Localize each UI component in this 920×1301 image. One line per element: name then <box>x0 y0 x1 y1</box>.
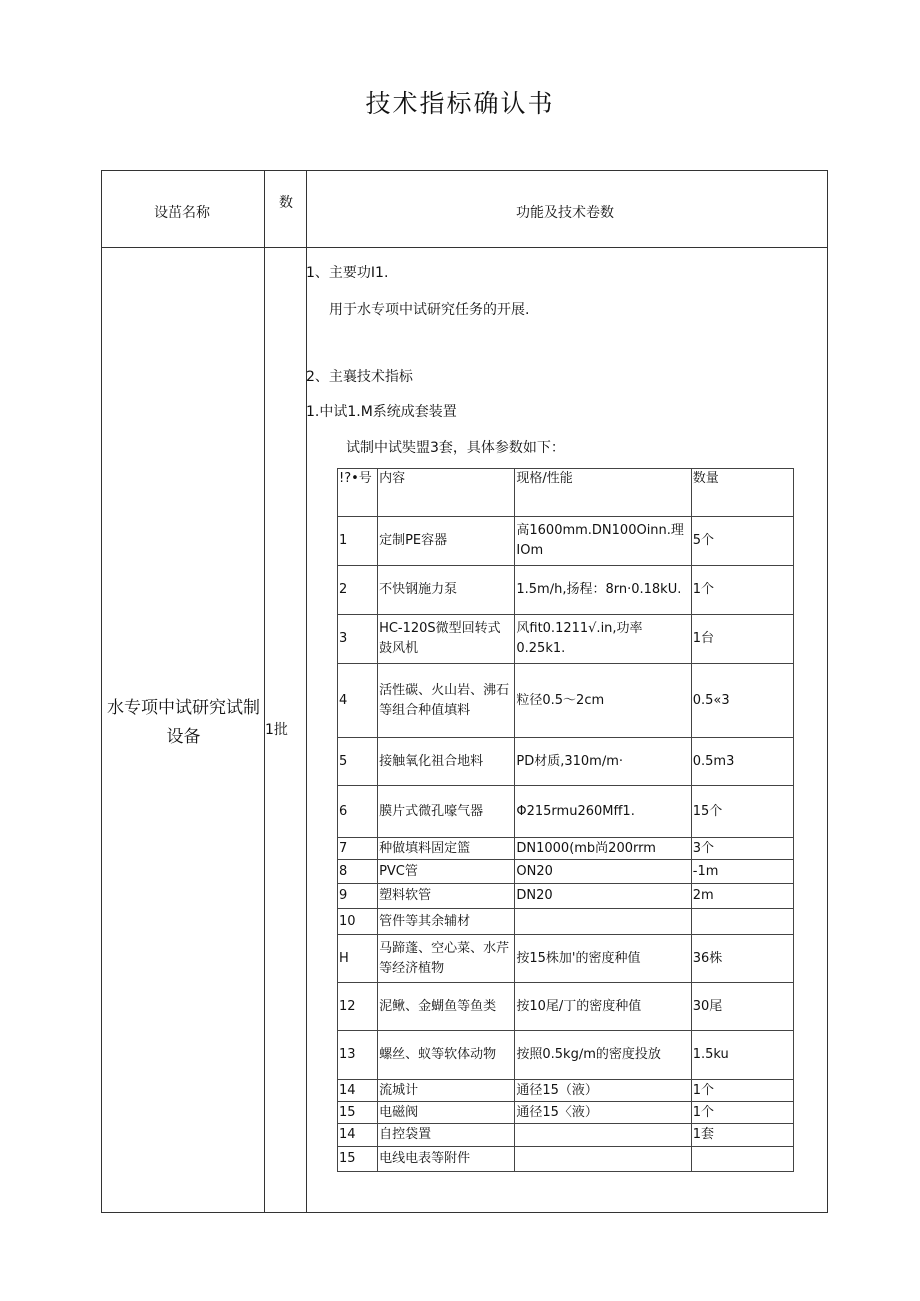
table-cell: 马蹄蓬、空心菜、水芹等经济植物 <box>378 935 515 983</box>
table-cell: 2m <box>691 884 793 909</box>
table-cell <box>515 1124 691 1147</box>
table-cell: 定制PE容器 <box>378 517 515 566</box>
table-header-cell: 内容 <box>378 469 515 517</box>
table-cell: 3 <box>338 615 378 664</box>
section2-description: 试制中试奘盟3套，具体参数如下： <box>346 440 565 456</box>
table-row <box>338 738 794 786</box>
table-cell: H <box>338 935 378 983</box>
table-row <box>338 615 794 664</box>
table-cell: PVC管 <box>378 860 515 884</box>
section1-heading: 1、主要功I1. <box>306 265 389 281</box>
table-row <box>338 909 794 935</box>
section2-heading: 2、主襄技术指标 <box>306 369 413 385</box>
table-cell: 通径15〈液） <box>515 1102 691 1124</box>
table-cell <box>691 909 793 935</box>
table-cell: 13 <box>338 1031 378 1080</box>
table-cell: 管件等其余辅材 <box>378 909 515 935</box>
table-row <box>338 1031 794 1080</box>
table-cell: 螺丝、蚁等软体动物 <box>378 1031 515 1080</box>
table-cell: 5 <box>338 738 378 786</box>
table-cell <box>515 909 691 935</box>
table-row <box>338 1124 794 1147</box>
table-header-cell: 现格/性能 <box>515 469 691 517</box>
table-cell: 7 <box>338 838 378 860</box>
table-cell: -1m <box>691 860 793 884</box>
table-cell: 流城计 <box>378 1080 515 1102</box>
table-cell: DN20 <box>515 884 691 909</box>
table-cell: 4 <box>338 664 378 738</box>
table-cell: 36株 <box>691 935 793 983</box>
document-title: 技术指标确认书 <box>365 89 555 118</box>
table-cell: 塑料软管 <box>378 884 515 909</box>
section2-subheading: 1.中试1.M系统成套装置 <box>306 404 457 420</box>
table-row <box>338 983 794 1031</box>
table-cell: Φ215rmu260Mff1. <box>515 786 691 838</box>
table-cell: 1.5m∕h,扬程：8rn·0.18kU. <box>515 566 691 615</box>
table-cell: 通径15（液） <box>515 1080 691 1102</box>
table-header-cell: 数量 <box>691 469 793 517</box>
table-cell: 0.5m3 <box>691 738 793 786</box>
table-cell: 电线电表等附件 <box>378 1147 515 1172</box>
table-cell: 泥鳅、金蝴鱼等鱼类 <box>378 983 515 1031</box>
table-cell: 接触氧化祖合地料 <box>378 738 515 786</box>
table-row <box>338 1102 794 1124</box>
table-row <box>338 884 794 909</box>
table-cell: HC-120S微型回转式鼓风机 <box>378 615 515 664</box>
table-cell <box>691 1147 793 1172</box>
header-divider <box>102 247 827 248</box>
table-row <box>338 860 794 884</box>
table-cell: 粒径0.5〜2cm <box>515 664 691 738</box>
equipment-quantity: 1批 <box>265 722 288 738</box>
header-quantity: 数 <box>279 195 293 211</box>
table-cell: 不快钢施力泵 <box>378 566 515 615</box>
table-header-cell: !?•号 <box>338 469 378 517</box>
table-cell: 2 <box>338 566 378 615</box>
table-cell: 30尾 <box>691 983 793 1031</box>
table-cell: PD材质,310m∕m· <box>515 738 691 786</box>
parameter-table <box>337 468 794 1172</box>
table-row <box>338 935 794 983</box>
header-equipment-name: 设茁名称 <box>154 205 210 221</box>
table-cell: 按照0.5kg∕m的密度投放 <box>515 1031 691 1080</box>
table-header-row <box>338 469 794 517</box>
table-row <box>338 664 794 738</box>
section1-text: 用于水专项中试研究任务的开展. <box>329 302 530 318</box>
table-cell: 9 <box>338 884 378 909</box>
column-divider <box>306 171 307 1212</box>
table-cell: 0.5«3 <box>691 664 793 738</box>
table-cell: 12 <box>338 983 378 1031</box>
equipment-name: 水专项中试研究试制设备 <box>107 698 260 747</box>
table-cell: 1套 <box>691 1124 793 1147</box>
table-cell: 1.5ku <box>691 1031 793 1080</box>
table-cell: 按10尾/丁的密度种值 <box>515 983 691 1031</box>
table-cell: 电磁阀 <box>378 1102 515 1124</box>
table-cell: 15个 <box>691 786 793 838</box>
table-row <box>338 838 794 860</box>
table-row <box>338 566 794 615</box>
table-cell: 风fit0.1211√.in,功率0.25k1. <box>515 615 691 664</box>
table-cell: 1 <box>338 517 378 566</box>
column-divider <box>264 171 265 1212</box>
table-cell: 1台 <box>691 615 793 664</box>
table-cell: 1个 <box>691 566 793 615</box>
table-row <box>338 786 794 838</box>
table-cell: 活性碳、火山岩、沸石等组合种值填料 <box>378 664 515 738</box>
table-cell: 5个 <box>691 517 793 566</box>
table-cell: 15 <box>338 1102 378 1124</box>
table-cell: 自控袋置 <box>378 1124 515 1147</box>
table-cell: 膜片式微孔嚎气器 <box>378 786 515 838</box>
table-cell: DN1000(mb尚200rrm <box>515 838 691 860</box>
table-cell: 高1600mm.DN100Oinn.理IOm <box>515 517 691 566</box>
table-cell: 3个 <box>691 838 793 860</box>
table-cell: 1个 <box>691 1102 793 1124</box>
table-row <box>338 517 794 566</box>
table-cell: 种做填料固定篮 <box>378 838 515 860</box>
table-cell <box>515 1147 691 1172</box>
table-cell: 14 <box>338 1124 378 1147</box>
table-cell: 14 <box>338 1080 378 1102</box>
header-function-spec: 功能及技术卷数 <box>516 205 614 221</box>
table-cell: 15 <box>338 1147 378 1172</box>
table-cell: 10 <box>338 909 378 935</box>
table-row <box>338 1080 794 1102</box>
table-cell: 6 <box>338 786 378 838</box>
table-cell: ON20 <box>515 860 691 884</box>
table-row <box>338 1147 794 1172</box>
table-cell: 8 <box>338 860 378 884</box>
table-cell: 1个 <box>691 1080 793 1102</box>
table-cell: 按15株加'的密度种值 <box>515 935 691 983</box>
